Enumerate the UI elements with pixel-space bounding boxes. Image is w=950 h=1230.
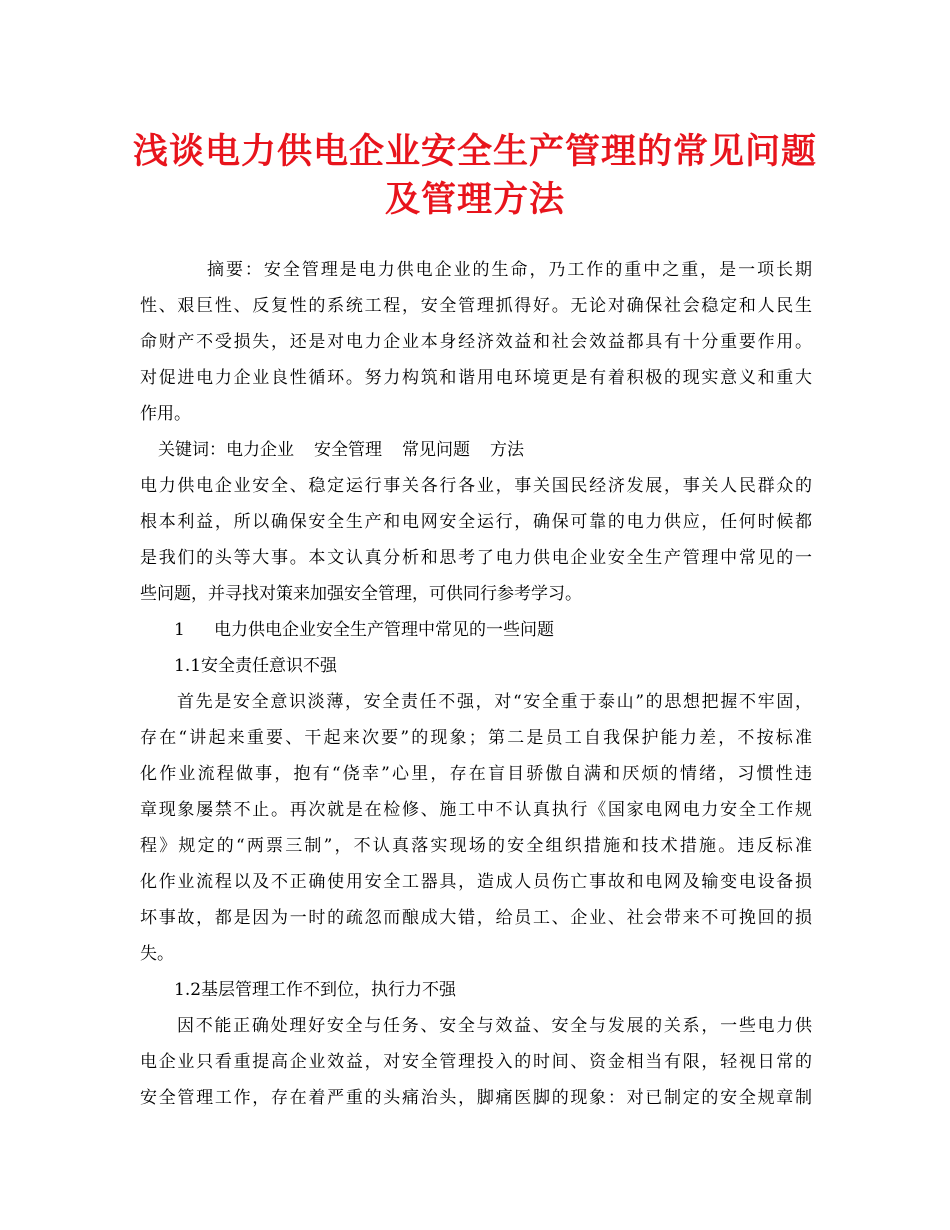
keyword: 安全管理 — [314, 440, 382, 460]
document-body — [140, 252, 812, 1116]
keyword: 方法 — [490, 440, 524, 460]
intro-line: 是我们的头等大事。本文认真分析和思考了电力供电企业安全生产管理中常见的一 — [140, 548, 812, 568]
paragraph-line: 化作业流程做事，抱有“侥幸”心里，存在盲目骄傲自满和厌烦的情绪，习惯性违 — [140, 764, 812, 784]
paragraph-line: 首先是安全意识淡薄，安全责任不强，对“安全重于泰山”的思想把握不牢固， — [177, 692, 812, 712]
keywords-label: 关键词： — [158, 440, 226, 460]
paragraph-line: 程》规定的“两票三制”，不认真落实现场的安全组织措施和技术措施。违反标准 — [140, 836, 812, 856]
paragraph-line: 坏事故，都是因为一时的疏忽而酿成大错，给员工、企业、社会带来不可挽回的损 — [140, 908, 812, 928]
subsection-heading: 1.2基层管理工作不到位，执行力不强 — [174, 980, 457, 1000]
subsection-heading: 1.1安全责任意识不强 — [174, 656, 338, 676]
paragraph-line: 章现象屡禁不止。再次就是在检修、施工中不认真执行《国家电网电力安全工作规 — [140, 800, 812, 820]
paragraph-line: 电企业只看重提高企业效益，对安全管理投入的时间、资金相当有限，轻视日常的 — [140, 1052, 812, 1072]
abstract-line: 对促进电力企业良性循环。努力构筑和谐用电环境更是有着积极的现实意义和重大 — [140, 368, 812, 388]
intro-line: 根本利益，所以确保安全生产和电网安全运行，确保可靠的电力供应，任何时候都 — [140, 512, 812, 532]
paragraph-line: 化作业流程以及不正确使用安全工器具，造成人员伤亡事故和电网及输变电设备损 — [140, 872, 812, 892]
abstract-line: 性、艰巨性、反复性的系统工程，安全管理抓得好。无论对确保社会稳定和人民生 — [140, 296, 812, 316]
paragraph-line: 存在“讲起来重要、干起来次要”的现象；第二是员工自我保护能力差，不按标准 — [140, 728, 812, 748]
section-number: 1 — [174, 620, 185, 640]
paragraph-line: 安全管理工作，存在着严重的头痛治头，脚痛医脚的现象：对已制定的安全规章制 — [140, 1088, 812, 1108]
abstract-line: 命财产不受损失，还是对电力企业本身经济效益和社会效益都具有十分重要作用。 — [140, 332, 812, 352]
intro-line: 电力供电企业安全、稳定运行事关各行各业，事关国民经济发展，事关人民群众的 — [140, 476, 812, 496]
document-title-line-2: 及管理方法 — [384, 179, 565, 220]
section-title: 电力供电企业安全生产管理中常见的一些问题 — [214, 620, 554, 640]
abstract-line: 作用。 — [140, 404, 191, 424]
section-heading — [140, 612, 812, 648]
paragraph-line: 失。 — [140, 944, 174, 964]
abstract-line: 摘要：安全管理是电力供电企业的生命，乃工作的重中之重，是一项长期 — [207, 260, 812, 280]
document-title-line-1: 浅谈电力供电企业安全生产管理的常见问题 — [132, 131, 817, 172]
keyword: 常见问题 — [402, 440, 470, 460]
paragraph-line: 因不能正确处理好安全与任务、安全与效益、安全与发展的关系，一些电力供 — [177, 1016, 812, 1036]
keywords-line — [140, 432, 812, 468]
keyword: 电力企业 — [226, 440, 294, 460]
intro-line: 些问题，并寻找对策来加强安全管理，可供同行参考学习。 — [140, 584, 582, 604]
